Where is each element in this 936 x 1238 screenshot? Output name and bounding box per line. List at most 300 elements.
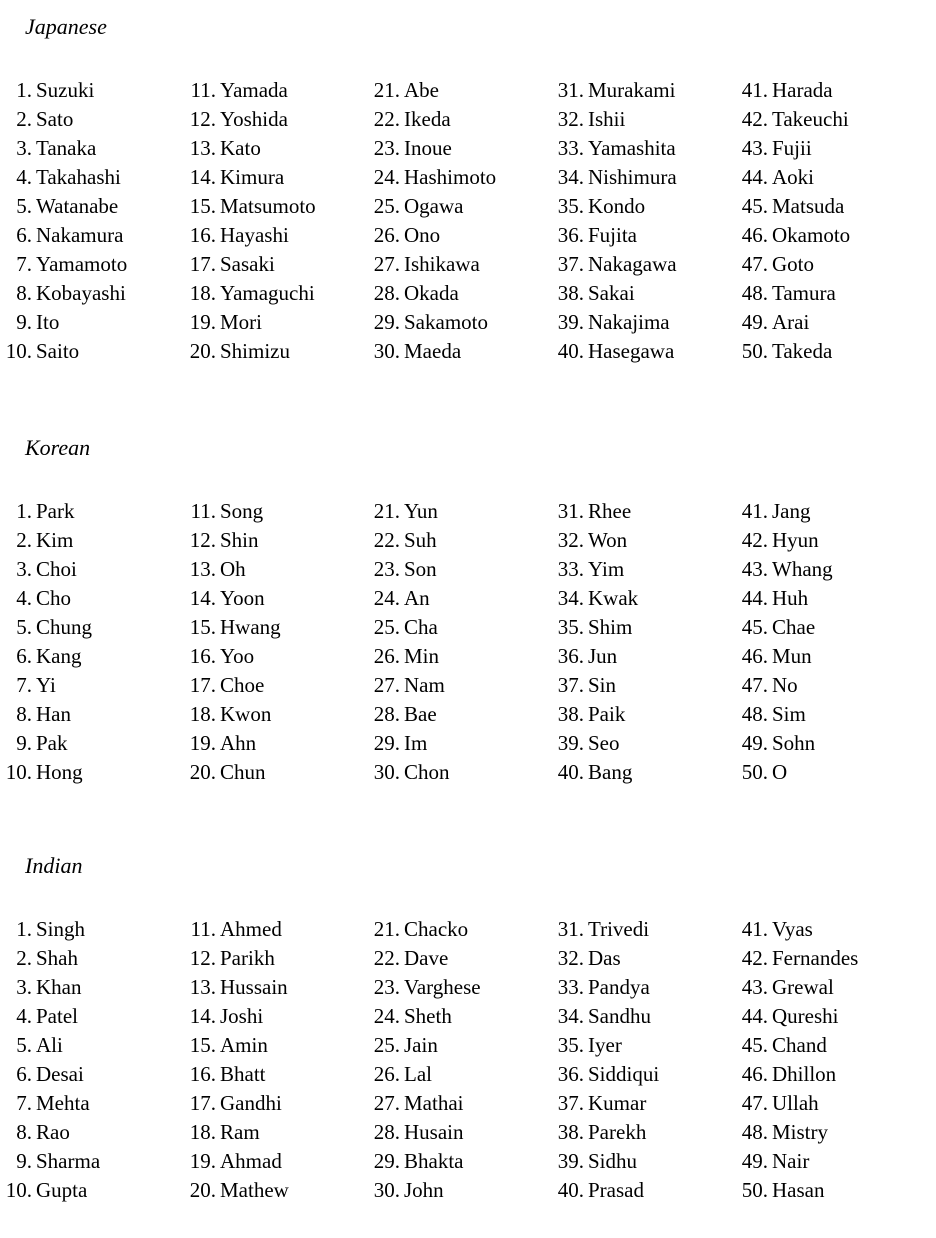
surname: Patel <box>36 1004 78 1028</box>
surname: Chae <box>772 615 816 639</box>
surname: Nishimura <box>588 165 677 189</box>
rank-number: 28. <box>373 1120 400 1144</box>
surname: Shin <box>220 528 259 552</box>
rank-number: 2. <box>16 528 32 552</box>
list-item <box>184 613 368 642</box>
surname: Khan <box>36 975 82 999</box>
surname: Tamura <box>772 281 836 305</box>
surname: Ram <box>220 1120 260 1144</box>
rank-number: 31. <box>557 78 584 102</box>
rank-number: 14. <box>189 1004 216 1028</box>
surname: Watanabe <box>36 194 119 218</box>
list-item <box>0 915 184 944</box>
rank-number: 42. <box>741 528 768 552</box>
list-item <box>184 163 368 192</box>
list-item <box>368 671 552 700</box>
surname: Huh <box>772 586 809 610</box>
list-item <box>368 308 552 337</box>
surname: Gupta <box>36 1178 88 1202</box>
surname: Takeda <box>772 339 833 363</box>
rank-number: 1. <box>16 78 32 102</box>
rank-number: 3. <box>16 136 32 160</box>
rank-number: 1. <box>16 917 32 941</box>
surname: Song <box>220 499 264 523</box>
surname: Min <box>404 644 440 668</box>
list-item <box>368 1176 552 1205</box>
surname: Rhee <box>588 499 632 523</box>
list-item <box>368 221 552 250</box>
rank-number: 20. <box>189 1178 216 1202</box>
surname: Yamaguchi <box>220 281 315 305</box>
rank-number: 12. <box>189 528 216 552</box>
surname: Kang <box>36 644 82 668</box>
list-item <box>368 1002 552 1031</box>
surname: Fernandes <box>772 946 859 970</box>
list-item <box>184 642 368 671</box>
rank-number: 42. <box>741 946 768 970</box>
surname: Bae <box>404 702 437 726</box>
rank-number: 43. <box>741 975 768 999</box>
rank-number: 33. <box>557 975 584 999</box>
surname: Sharma <box>36 1149 101 1173</box>
list-item <box>736 555 920 584</box>
surname: Rao <box>36 1120 70 1144</box>
list-item <box>552 700 736 729</box>
surname: Chacko <box>404 917 469 941</box>
list-item <box>552 163 736 192</box>
list-item <box>368 134 552 163</box>
list-item <box>736 1147 920 1176</box>
rank-number: 16. <box>189 1062 216 1086</box>
rank-number: 39. <box>557 310 584 334</box>
list-item <box>368 700 552 729</box>
rank-number: 35. <box>557 1033 584 1057</box>
list-item <box>736 584 920 613</box>
surname: Park <box>36 499 75 523</box>
rank-number: 5. <box>16 615 32 639</box>
list-item <box>736 134 920 163</box>
list-item <box>0 192 184 221</box>
list-item <box>0 758 184 787</box>
rank-number: 16. <box>189 644 216 668</box>
list-item <box>736 1031 920 1060</box>
list-item <box>736 729 920 758</box>
list-item <box>736 613 920 642</box>
surname: Okada <box>404 281 459 305</box>
rank-number: 23. <box>373 557 400 581</box>
surname: Ikeda <box>404 107 451 131</box>
surname: Desai <box>36 1062 84 1086</box>
names-column <box>552 497 736 787</box>
surname: Jun <box>588 644 618 668</box>
rank-number: 24. <box>373 165 400 189</box>
list-item <box>184 944 368 973</box>
list-item <box>184 584 368 613</box>
list-item <box>552 671 736 700</box>
surname: Arai <box>772 310 810 334</box>
section-title: Korean <box>25 435 91 460</box>
surname: Bang <box>588 760 633 784</box>
surname: Iyer <box>588 1033 622 1057</box>
list-item <box>552 584 736 613</box>
surname: Okamoto <box>772 223 851 247</box>
surname: O <box>772 760 788 784</box>
surname: Sakai <box>588 281 635 305</box>
rank-number: 11. <box>190 499 216 523</box>
rank-number: 5. <box>16 194 32 218</box>
list-item <box>552 526 736 555</box>
surname: Han <box>36 702 71 726</box>
surname: Yun <box>404 499 438 523</box>
names-column <box>552 915 736 1205</box>
rank-number: 11. <box>190 917 216 941</box>
list-item <box>0 1031 184 1060</box>
surname: Cha <box>404 615 438 639</box>
surname: Pandya <box>588 975 650 999</box>
rank-number: 27. <box>373 1091 400 1115</box>
list-item <box>0 944 184 973</box>
surname: Hong <box>36 760 83 784</box>
list-item <box>736 1002 920 1031</box>
surname: Sheth <box>404 1004 452 1028</box>
rank-number: 13. <box>189 136 216 160</box>
rank-number: 39. <box>557 731 584 755</box>
rank-number: 10. <box>5 339 32 363</box>
surname: Matsumoto <box>220 194 316 218</box>
rank-number: 46. <box>741 223 768 247</box>
list-item <box>368 105 552 134</box>
section-indian <box>0 853 936 1233</box>
list-item <box>552 250 736 279</box>
list-item <box>552 337 736 366</box>
list-item <box>184 192 368 221</box>
surname: Chand <box>772 1033 827 1057</box>
surname: Chun <box>220 760 266 784</box>
list-item <box>552 1060 736 1089</box>
surname: Abe <box>404 78 439 102</box>
surname: Suzuki <box>36 78 95 102</box>
list-item <box>552 221 736 250</box>
list-item <box>368 250 552 279</box>
surname: Dave <box>404 946 449 970</box>
list-item <box>184 134 368 163</box>
rank-number: 20. <box>189 760 216 784</box>
surname: Kimura <box>220 165 285 189</box>
list-item <box>184 250 368 279</box>
list-item <box>0 526 184 555</box>
rank-number: 12. <box>189 107 216 131</box>
surname: Shah <box>36 946 78 970</box>
surname: Pak <box>36 731 68 755</box>
surname: Ishii <box>588 107 626 131</box>
list-item <box>736 944 920 973</box>
rank-number: 22. <box>373 107 400 131</box>
list-item <box>184 1031 368 1060</box>
rank-number: 50. <box>741 1178 768 1202</box>
list-item <box>0 1002 184 1031</box>
surname: Ito <box>36 310 60 334</box>
rank-number: 31. <box>557 917 584 941</box>
surname: Yamada <box>220 78 288 102</box>
rank-number: 11. <box>190 78 216 102</box>
rank-number: 17. <box>189 252 216 276</box>
list-item <box>736 192 920 221</box>
surname: Choi <box>36 557 77 581</box>
list-item <box>184 337 368 366</box>
surname: Inoue <box>404 136 452 160</box>
list-item <box>0 584 184 613</box>
rank-number: 23. <box>373 975 400 999</box>
rank-number: 50. <box>741 760 768 784</box>
rank-number: 4. <box>16 586 32 610</box>
rank-number: 50. <box>741 339 768 363</box>
list-item <box>552 1176 736 1205</box>
rank-number: 5. <box>16 1033 32 1057</box>
list-item <box>184 973 368 1002</box>
list-item <box>552 1031 736 1060</box>
list-item <box>0 134 184 163</box>
list-item <box>552 497 736 526</box>
list-item <box>736 105 920 134</box>
rank-number: 47. <box>741 673 768 697</box>
rank-number: 44. <box>741 586 768 610</box>
rank-number: 29. <box>373 731 400 755</box>
surname: Hayashi <box>220 223 289 247</box>
surname: Sohn <box>772 731 816 755</box>
names-column <box>736 76 920 366</box>
surname: Sin <box>588 673 617 697</box>
surname: Ahmad <box>220 1149 282 1173</box>
surname: Nair <box>772 1149 810 1173</box>
rank-number: 32. <box>557 946 584 970</box>
rank-number: 44. <box>741 165 768 189</box>
list-item <box>736 497 920 526</box>
list-item <box>0 250 184 279</box>
list-item <box>0 279 184 308</box>
rank-number: 43. <box>741 136 768 160</box>
list-item <box>736 337 920 366</box>
list-item <box>736 1118 920 1147</box>
surname: Yoshida <box>220 107 288 131</box>
names-column <box>368 915 552 1205</box>
rank-number: 8. <box>16 702 32 726</box>
rank-number: 21. <box>373 78 400 102</box>
list-item <box>552 134 736 163</box>
surname: Shim <box>588 615 633 639</box>
rank-number: 25. <box>373 194 400 218</box>
list-item <box>0 76 184 105</box>
rank-number: 10. <box>5 1178 32 1202</box>
rank-number: 2. <box>16 107 32 131</box>
rank-number: 13. <box>189 975 216 999</box>
list-item <box>552 915 736 944</box>
list-item <box>0 1089 184 1118</box>
rank-number: 19. <box>189 1149 216 1173</box>
list-item <box>184 1060 368 1089</box>
surname: Sasaki <box>220 252 275 276</box>
rank-number: 33. <box>557 136 584 160</box>
rank-number: 38. <box>557 702 584 726</box>
surname: Im <box>404 731 428 755</box>
rank-number: 40. <box>557 339 584 363</box>
rank-number: 15. <box>189 1033 216 1057</box>
surname: Bhatt <box>220 1062 266 1086</box>
rank-number: 42. <box>741 107 768 131</box>
rank-number: 4. <box>16 165 32 189</box>
surname: Paik <box>588 702 626 726</box>
surname: Yamamoto <box>36 252 128 276</box>
surname: Suh <box>404 528 437 552</box>
list-item <box>736 700 920 729</box>
surname: Joshi <box>220 1004 264 1028</box>
surname: Trivedi <box>588 917 650 941</box>
rank-number: 38. <box>557 281 584 305</box>
list-item <box>0 613 184 642</box>
surname: Lal <box>404 1062 432 1086</box>
rank-number: 36. <box>557 1062 584 1086</box>
surname: Yamashita <box>588 136 676 160</box>
list-item <box>736 1089 920 1118</box>
surname: Hashimoto <box>404 165 497 189</box>
rank-number: 1. <box>16 499 32 523</box>
names-column <box>736 915 920 1205</box>
list-item <box>552 973 736 1002</box>
list-item <box>184 221 368 250</box>
names-column <box>368 497 552 787</box>
list-item <box>184 76 368 105</box>
rank-number: 48. <box>741 1120 768 1144</box>
rank-number: 45. <box>741 194 768 218</box>
list-item <box>368 163 552 192</box>
list-item <box>368 192 552 221</box>
list-item <box>368 526 552 555</box>
rank-number: 30. <box>373 760 400 784</box>
surname: Fujita <box>588 223 638 247</box>
surname: Goto <box>772 252 814 276</box>
list-item <box>368 584 552 613</box>
surname: Oh <box>220 557 246 581</box>
rank-number: 8. <box>16 1120 32 1144</box>
rank-number: 35. <box>557 194 584 218</box>
rank-number: 9. <box>16 310 32 334</box>
rank-number: 29. <box>373 310 400 334</box>
list-item <box>0 337 184 366</box>
surname: Nakamura <box>36 223 124 247</box>
surname: Fujii <box>772 136 812 160</box>
surname: Matsuda <box>772 194 845 218</box>
surname: Kwak <box>588 586 639 610</box>
rank-number: 37. <box>557 673 584 697</box>
section-korean <box>0 435 936 815</box>
surname: Cho <box>36 586 72 610</box>
names-column <box>552 76 736 366</box>
surname: Mathew <box>220 1178 289 1202</box>
rank-number: 17. <box>189 1091 216 1115</box>
rank-number: 29. <box>373 1149 400 1173</box>
list-item <box>552 308 736 337</box>
rank-number: 24. <box>373 586 400 610</box>
surname: Parikh <box>220 946 275 970</box>
surname: Sim <box>772 702 806 726</box>
list-item <box>368 1089 552 1118</box>
surname: Vyas <box>772 917 813 941</box>
rank-number: 34. <box>557 1004 584 1028</box>
names-column <box>184 915 368 1205</box>
list-item <box>0 221 184 250</box>
surname: Chon <box>404 760 450 784</box>
list-item <box>184 1089 368 1118</box>
list-item <box>184 671 368 700</box>
list-item <box>552 105 736 134</box>
rank-number: 2. <box>16 946 32 970</box>
rank-number: 20. <box>189 339 216 363</box>
names-column <box>0 76 184 366</box>
rank-number: 28. <box>373 281 400 305</box>
list-item <box>184 700 368 729</box>
rank-number: 6. <box>16 1062 32 1086</box>
list-item <box>0 163 184 192</box>
list-item <box>184 555 368 584</box>
surname: Mathai <box>404 1091 464 1115</box>
surname: Kondo <box>588 194 646 218</box>
rank-number: 23. <box>373 136 400 160</box>
surname: Aoki <box>772 165 814 189</box>
rank-number: 33. <box>557 557 584 581</box>
list-item <box>368 76 552 105</box>
list-item <box>368 944 552 973</box>
rank-number: 37. <box>557 1091 584 1115</box>
surname: Ogawa <box>404 194 464 218</box>
surname: Hyun <box>772 528 819 552</box>
rank-number: 31. <box>557 499 584 523</box>
section-japanese <box>0 14 936 394</box>
surname: John <box>404 1178 444 1202</box>
rank-number: 14. <box>189 165 216 189</box>
surname: Qureshi <box>772 1004 839 1028</box>
surname: Mun <box>772 644 812 668</box>
rank-number: 4. <box>16 1004 32 1028</box>
rank-number: 41. <box>741 78 768 102</box>
list-item <box>184 1147 368 1176</box>
rank-number: 26. <box>373 223 400 247</box>
rank-number: 16. <box>189 223 216 247</box>
list-item <box>552 1118 736 1147</box>
surname: Kumar <box>588 1091 647 1115</box>
list-item <box>736 1176 920 1205</box>
rank-number: 6. <box>16 223 32 247</box>
list-item <box>736 915 920 944</box>
rank-number: 19. <box>189 731 216 755</box>
surname: Whang <box>772 557 833 581</box>
surname: Maeda <box>404 339 462 363</box>
surname: Jain <box>404 1033 438 1057</box>
rank-number: 40. <box>557 760 584 784</box>
list-item <box>0 105 184 134</box>
list-item <box>0 1060 184 1089</box>
rank-number: 14. <box>189 586 216 610</box>
surname: Husain <box>404 1120 464 1144</box>
rank-number: 7. <box>16 673 32 697</box>
list-item <box>184 729 368 758</box>
list-item <box>736 526 920 555</box>
surname: Mehta <box>36 1091 90 1115</box>
rank-number: 41. <box>741 499 768 523</box>
surname: Prasad <box>588 1178 644 1202</box>
surname: Dhillon <box>772 1062 837 1086</box>
rank-number: 30. <box>373 339 400 363</box>
rank-number: 22. <box>373 946 400 970</box>
rank-number: 49. <box>741 1149 768 1173</box>
